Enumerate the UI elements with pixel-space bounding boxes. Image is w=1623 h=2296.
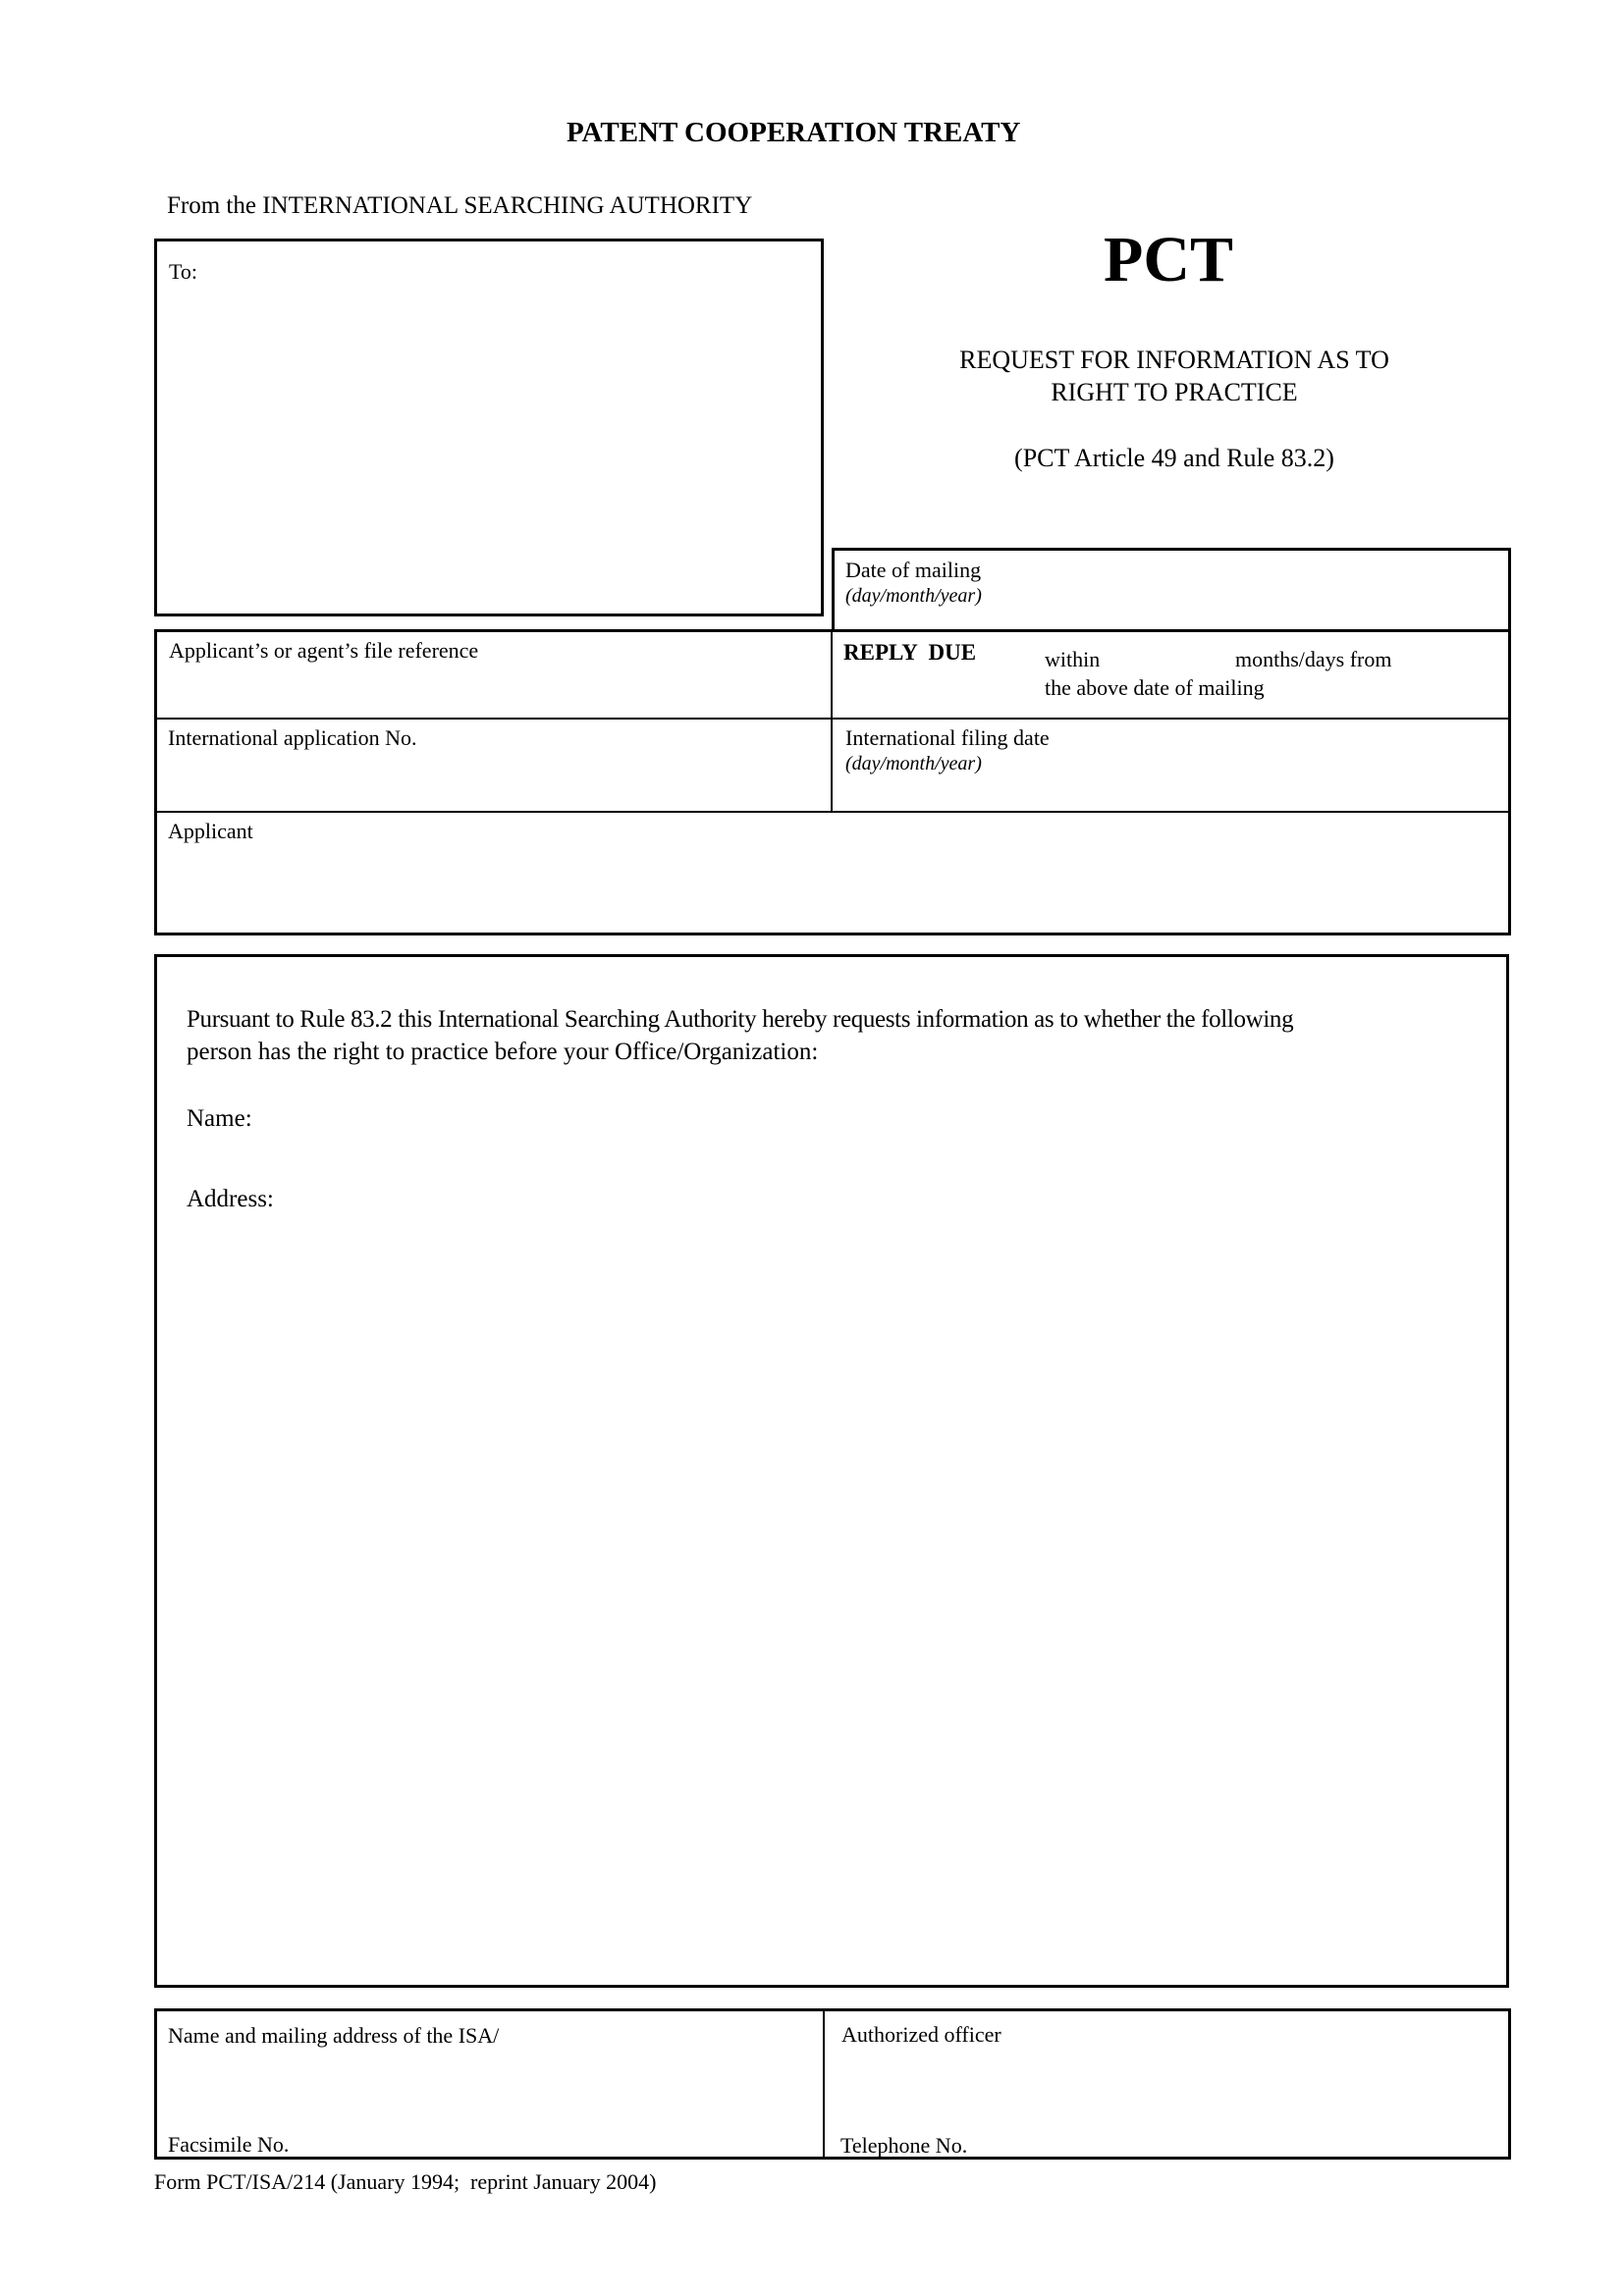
name-label: Name: — [187, 1105, 252, 1132]
form-title-line1: REQUEST FOR INFORMATION AS TO — [959, 346, 1389, 374]
international-application-field[interactable] — [169, 758, 821, 799]
reply-due-suffix: the above date of mailing — [1045, 675, 1265, 700]
reply-due-within: within — [1045, 647, 1101, 671]
reply-due-period-field[interactable] — [1113, 643, 1233, 674]
pct-mark: PCT — [1104, 224, 1233, 295]
request-paragraph-line2: person has the right to practice before your Office/Organization: — [187, 1039, 819, 1065]
legal-basis: (PCT Article 49 and Rule 83.2) — [1014, 444, 1334, 472]
international-filing-date-label: International filing date — [845, 725, 1050, 750]
address-label: Address: — [187, 1186, 274, 1212]
applicant-label: Applicant — [168, 819, 253, 843]
form-title-line2: RIGHT TO PRACTICE — [1051, 378, 1298, 406]
authorized-officer-label: Authorized officer — [841, 2022, 1001, 2047]
to-label: To: — [169, 259, 198, 284]
file-reference-field[interactable] — [169, 669, 821, 711]
table-row-divider — [154, 811, 1511, 813]
date-of-mailing-label: Date of mailing — [845, 558, 982, 582]
practitioner-name-field[interactable] — [275, 1097, 1487, 1141]
footer-column-divider — [823, 2008, 825, 2160]
reply-due-label: REPLY DUE — [843, 640, 977, 665]
reply-due-unit: months/days from — [1235, 647, 1392, 671]
isa-address-label: Name and mailing address of the ISA/ — [168, 2023, 500, 2048]
date-of-mailing-format: (day/month/year) — [845, 585, 982, 607]
form-identifier: Form PCT/ISA/214 (January 1994; reprint January 2004) — [154, 2169, 657, 2194]
table-row-divider — [154, 718, 1511, 720]
from-authority-line: From the INTERNATIONAL SEARCHING AUTHORITY — [167, 192, 753, 219]
file-reference-label: Applicant’s or agent’s file reference — [169, 638, 479, 663]
to-address-field[interactable] — [169, 294, 811, 603]
international-application-label: International application No. — [168, 725, 417, 750]
international-filing-date-format: (day/month/year) — [845, 753, 982, 774]
authorized-officer-field[interactable] — [841, 2056, 1493, 2117]
practitioner-address-field[interactable] — [295, 1178, 1487, 1948]
treaty-title: PATENT COOPERATION TREATY — [567, 117, 1021, 148]
isa-address-field[interactable] — [169, 2054, 811, 2126]
table-column-divider — [831, 629, 833, 813]
date-of-mailing-field[interactable] — [1060, 569, 1496, 611]
facsimile-label: Facsimile No. — [168, 2132, 290, 2157]
telephone-label: Telephone No. — [840, 2133, 968, 2158]
international-filing-date-field[interactable] — [1080, 746, 1496, 787]
applicant-field[interactable] — [169, 854, 1498, 915]
request-paragraph-line1: Pursuant to Rule 83.2 this International Searching Authority hereby requests information as to whether the following — [187, 1006, 1294, 1033]
